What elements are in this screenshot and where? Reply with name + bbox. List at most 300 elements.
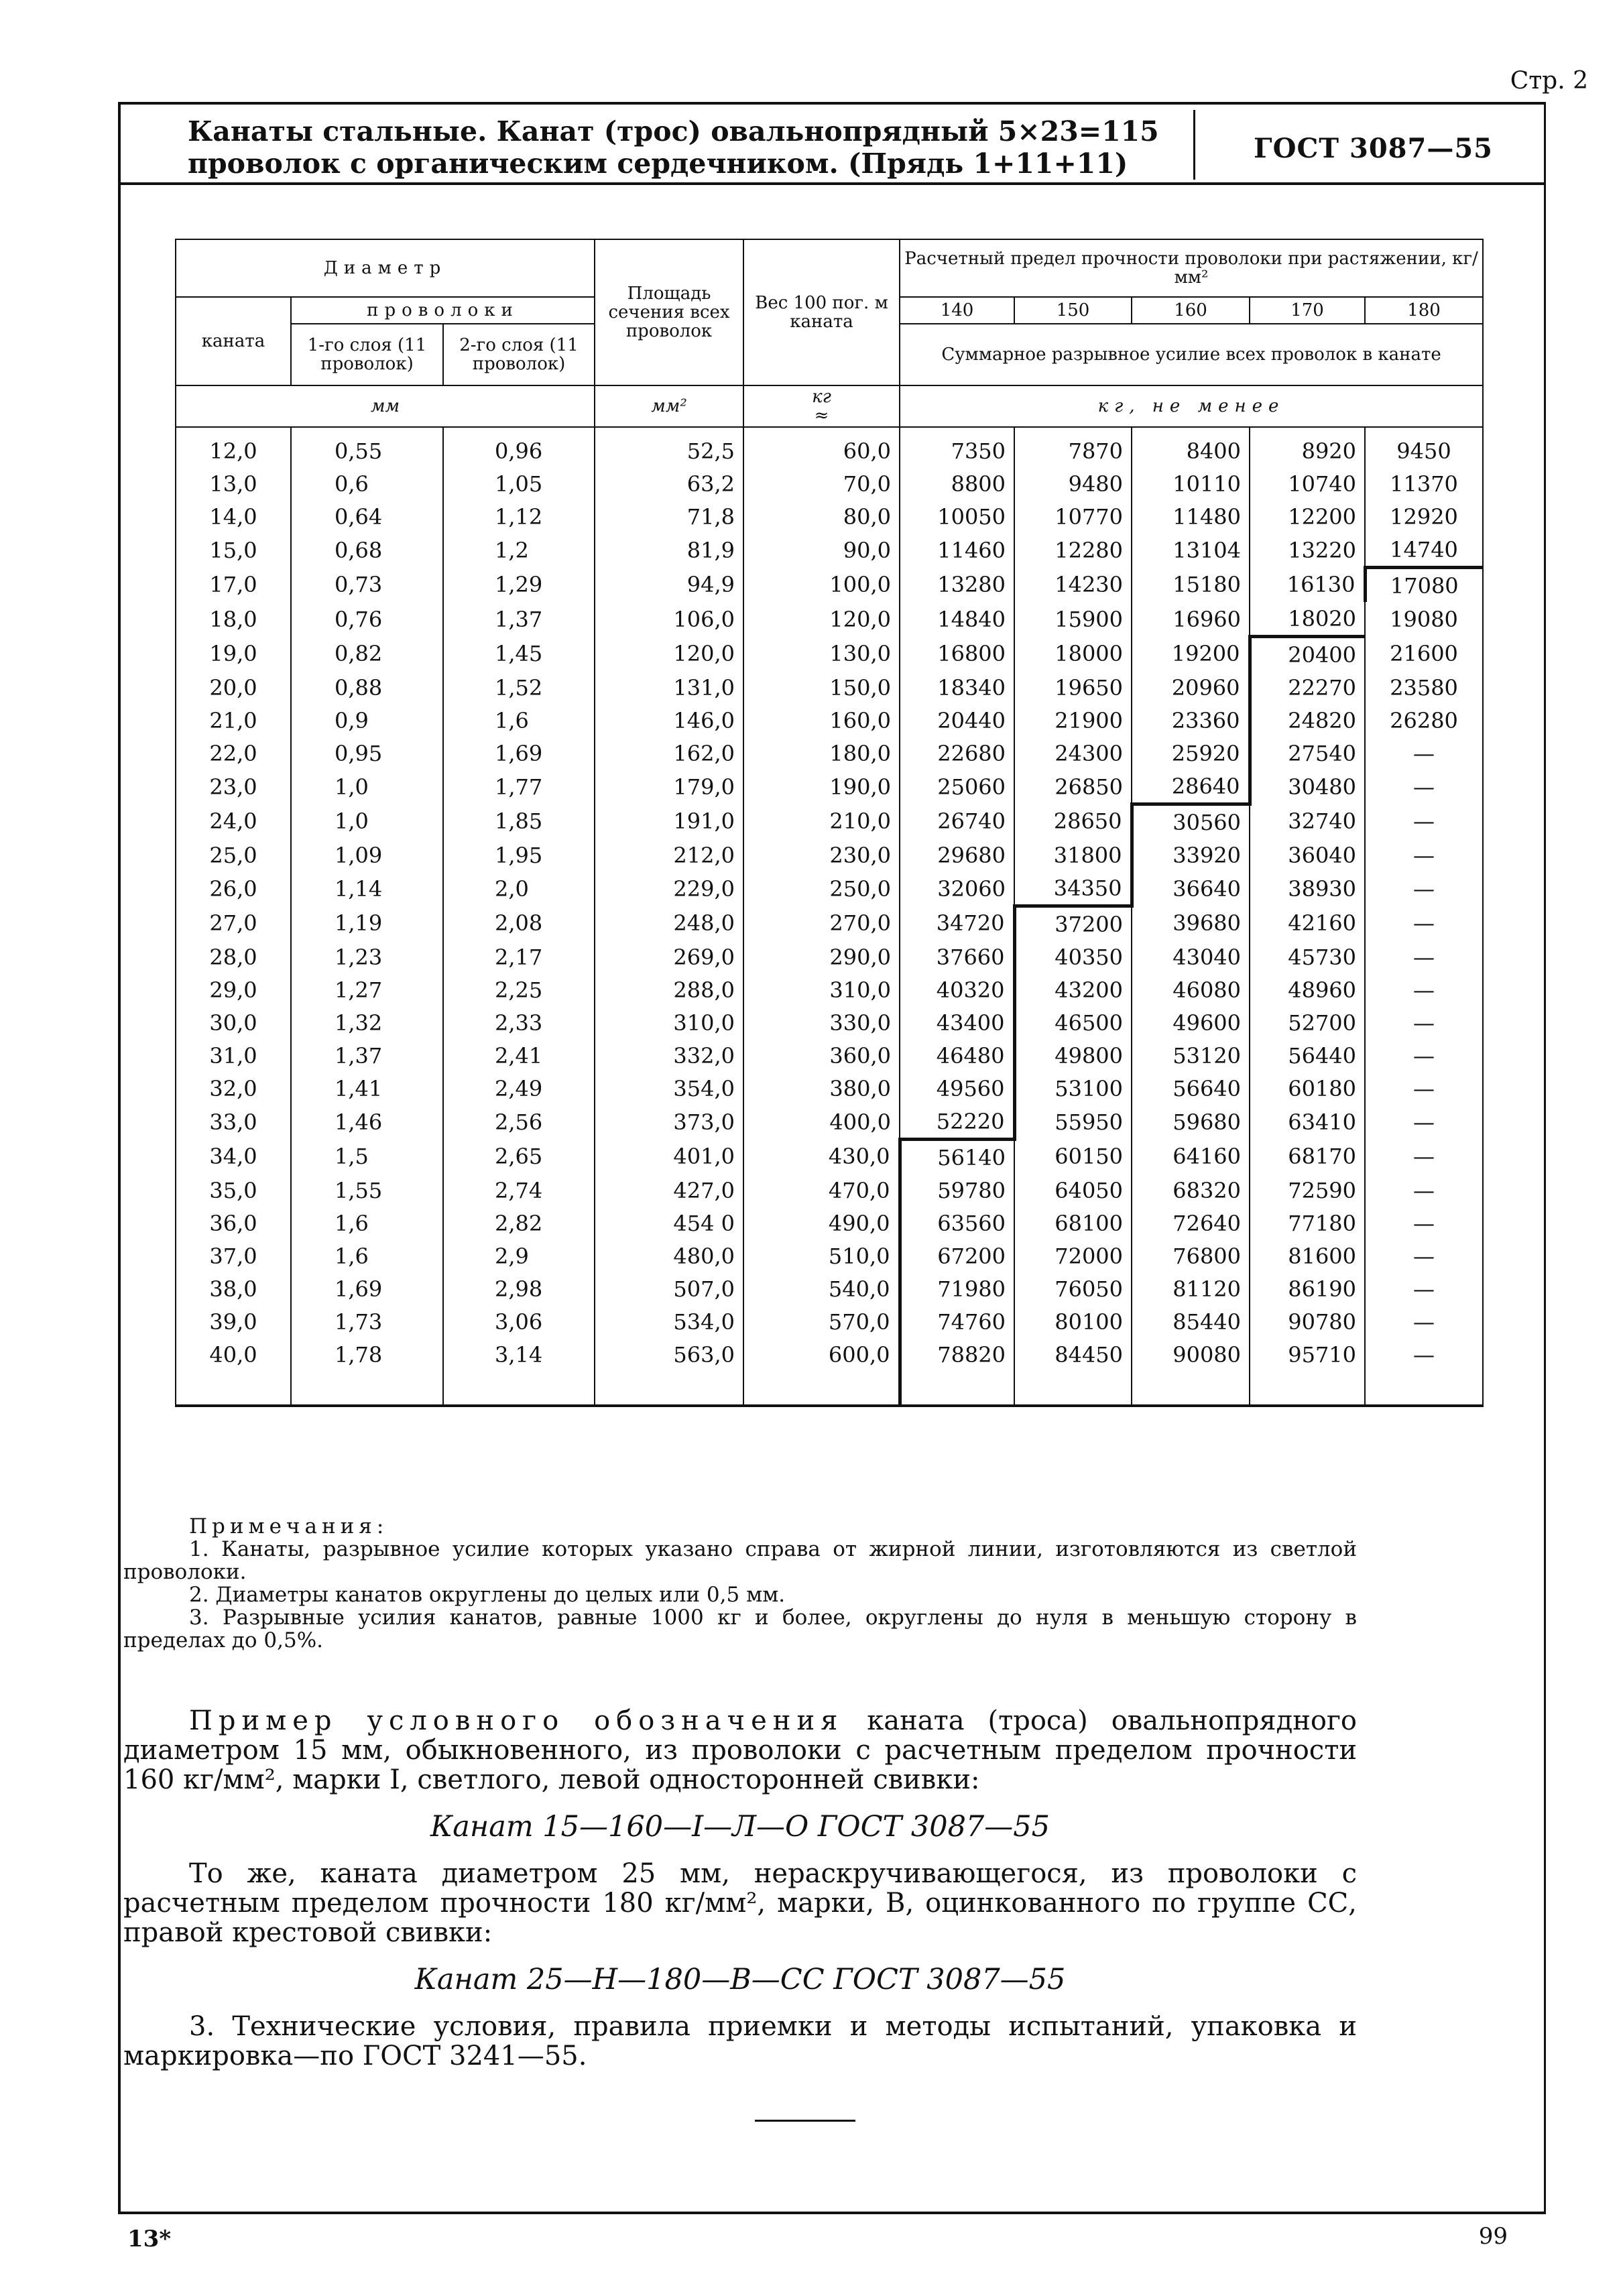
layer2-diameter-cell: 1,12 — [443, 500, 595, 533]
force-140-cell: 14840 — [900, 602, 1014, 637]
weight-cell: 120,0 — [743, 602, 900, 637]
force-160-cell: 49600 — [1132, 1006, 1250, 1039]
force-160-cell: 90080 — [1132, 1338, 1250, 1406]
force-140-cell: 26740 — [900, 804, 1014, 839]
force-140-cell: 34720 — [900, 906, 1014, 941]
force-140-cell: 78820 — [900, 1338, 1014, 1406]
rope-diameter-cell: 36,0 — [176, 1207, 291, 1240]
force-150-cell: 84450 — [1014, 1338, 1132, 1406]
example-lead: Пример условного обозначения — [189, 1705, 844, 1736]
weight-cell: 210,0 — [743, 804, 900, 839]
weight-cell: 190,0 — [743, 770, 900, 804]
force-140-cell: 63560 — [900, 1207, 1014, 1240]
force-150-cell: 24300 — [1014, 737, 1132, 770]
force-160-cell: 20960 — [1132, 671, 1250, 704]
grade-180: 180 — [1365, 297, 1483, 324]
weight-cell: 230,0 — [743, 839, 900, 871]
force-140-cell: 32060 — [900, 871, 1014, 906]
force-180-cell: 11370 — [1365, 467, 1483, 500]
layer1-diameter-cell: 0,9 — [291, 704, 443, 737]
layer2-diameter-cell: 1,95 — [443, 839, 595, 871]
force-160-cell: 13104 — [1132, 533, 1250, 568]
force-160-cell: 36640 — [1132, 871, 1250, 906]
layer1-diameter-cell: 1,14 — [291, 871, 443, 906]
area-cell: 454 0 — [595, 1207, 743, 1240]
force-180-cell: — — [1365, 1207, 1483, 1240]
area-cell: 71,8 — [595, 500, 743, 533]
force-150-cell: 40350 — [1014, 941, 1132, 973]
force-170-cell: 56440 — [1250, 1039, 1365, 1072]
force-180-cell: — — [1365, 737, 1483, 770]
force-170-cell: 77180 — [1250, 1207, 1365, 1240]
force-140-cell: 40320 — [900, 973, 1014, 1006]
area-cell: 81,9 — [595, 533, 743, 568]
table-row — [176, 637, 1483, 672]
rope-diameter-header: каната — [176, 297, 291, 385]
force-150-cell: 46500 — [1014, 1006, 1132, 1039]
layer2-diameter-cell: 1,29 — [443, 568, 595, 603]
header-divider — [1193, 110, 1195, 180]
force-180-cell: — — [1365, 1240, 1483, 1272]
weight-cell: 160,0 — [743, 704, 900, 737]
force-160-cell: 28640 — [1132, 770, 1250, 804]
weight-cell: 180,0 — [743, 737, 900, 770]
weight-cell: 470,0 — [743, 1174, 900, 1207]
force-160-cell: 59680 — [1132, 1105, 1250, 1140]
weight-cell: 100,0 — [743, 568, 900, 603]
layer2-diameter-cell: 3,14 — [443, 1338, 595, 1406]
rope-diameter-cell: 26,0 — [176, 871, 291, 906]
force-140-cell: 71980 — [900, 1272, 1014, 1305]
rope-diameter-cell: 14,0 — [176, 500, 291, 533]
force-150-cell: 18000 — [1014, 637, 1132, 672]
note-3: 3. Разрывные усилия канатов, равные 1000 кг и более, округлены до нуля в меньшую сторону в пределах до 0,5%. — [123, 1606, 1357, 1652]
weight-cell: 380,0 — [743, 1072, 900, 1105]
force-150-cell: 9480 — [1014, 467, 1132, 500]
weight-cell: 70,0 — [743, 467, 900, 500]
notes-title: Примечания: — [189, 1514, 389, 1538]
force-140-cell: 7350 — [900, 427, 1014, 467]
force-170-cell: 22270 — [1250, 671, 1365, 704]
weight-cell: 150,0 — [743, 671, 900, 704]
layer2-diameter-cell: 2,74 — [443, 1174, 595, 1207]
force-150-cell: 64050 — [1014, 1174, 1132, 1207]
rope-diameter-cell: 33,0 — [176, 1105, 291, 1140]
force-150-cell: 34350 — [1014, 871, 1132, 906]
page-number: Стр. 2 — [1510, 67, 1588, 95]
rope-diameter-cell: 38,0 — [176, 1272, 291, 1305]
force-170-cell: 72590 — [1250, 1174, 1365, 1207]
force-160-cell: 30560 — [1132, 804, 1250, 839]
area-cell: 310,0 — [595, 1006, 743, 1039]
layer2-diameter-cell: 2,82 — [443, 1207, 595, 1240]
footer-right: 99 — [1478, 2223, 1508, 2250]
force-170-cell: 24820 — [1250, 704, 1365, 737]
table-row — [176, 871, 1483, 906]
force-160-cell: 81120 — [1132, 1272, 1250, 1305]
rope-diameter-cell: 32,0 — [176, 1072, 291, 1105]
force-170-cell: 90780 — [1250, 1305, 1365, 1338]
layer1-diameter-cell: 1,69 — [291, 1272, 443, 1305]
force-140-cell: 8800 — [900, 467, 1014, 500]
force-170-cell: 12200 — [1250, 500, 1365, 533]
force-180-cell: — — [1365, 1140, 1483, 1174]
force-170-cell: 10740 — [1250, 467, 1365, 500]
force-150-cell: 53100 — [1014, 1072, 1132, 1105]
area-cell: 354,0 — [595, 1072, 743, 1105]
force-160-cell: 11480 — [1132, 500, 1250, 533]
area-cell: 480,0 — [595, 1240, 743, 1272]
table-row — [176, 671, 1483, 704]
force-140-cell: 46480 — [900, 1039, 1014, 1072]
diameter-header: Диаметр — [176, 239, 595, 297]
table-row — [176, 1207, 1483, 1240]
force-140-cell: 10050 — [900, 500, 1014, 533]
footer-left: 13* — [127, 2226, 172, 2252]
area-cell: 191,0 — [595, 804, 743, 839]
layer2-diameter-cell: 1,77 — [443, 770, 595, 804]
layer1-diameter-cell: 0,73 — [291, 568, 443, 603]
layer1-diameter-cell: 0,88 — [291, 671, 443, 704]
rope-diameter-cell: 17,0 — [176, 568, 291, 603]
area-cell: 162,0 — [595, 737, 743, 770]
table-row — [176, 568, 1483, 603]
notes — [123, 1515, 1357, 1652]
force-170-cell: 18020 — [1250, 602, 1365, 637]
table-row — [176, 804, 1483, 839]
area-cell: 332,0 — [595, 1039, 743, 1072]
area-header: Площадь сечения всех проволок — [595, 239, 743, 385]
layer1-diameter-cell: 1,09 — [291, 839, 443, 871]
force-170-cell: 63410 — [1250, 1105, 1365, 1140]
rope-diameter-cell: 34,0 — [176, 1140, 291, 1174]
area-cell: 507,0 — [595, 1272, 743, 1305]
unit-mm: мм — [176, 385, 595, 427]
layer2-diameter-cell: 2,0 — [443, 871, 595, 906]
rope-diameter-cell: 18,0 — [176, 602, 291, 637]
rope-diameter-cell: 21,0 — [176, 704, 291, 737]
header-standard: ГОСТ 3087—55 — [1254, 133, 1493, 164]
layer1-diameter-cell: 1,37 — [291, 1039, 443, 1072]
force-150-cell: 14230 — [1014, 568, 1132, 603]
force-180-cell: 17080 — [1365, 568, 1483, 603]
force-150-cell: 28650 — [1014, 804, 1132, 839]
weight-cell: 60,0 — [743, 427, 900, 467]
force-160-cell: 56640 — [1132, 1072, 1250, 1105]
force-180-cell: — — [1365, 1039, 1483, 1072]
table-row — [176, 467, 1483, 500]
force-140-cell: 56140 — [900, 1140, 1014, 1174]
weight-cell: 510,0 — [743, 1240, 900, 1272]
force-180-cell: 9450 — [1365, 427, 1483, 467]
layer2-diameter-cell: 2,49 — [443, 1072, 595, 1105]
force-160-cell: 85440 — [1132, 1305, 1250, 1338]
force-140-cell: 49560 — [900, 1072, 1014, 1105]
layer1-header: 1-го слоя (11 проволок) — [291, 324, 443, 385]
force-160-cell: 64160 — [1132, 1140, 1250, 1174]
area-cell: 212,0 — [595, 839, 743, 871]
layer2-diameter-cell: 2,65 — [443, 1140, 595, 1174]
force-160-cell: 53120 — [1132, 1039, 1250, 1072]
layer1-diameter-cell: 1,78 — [291, 1338, 443, 1406]
layer1-diameter-cell: 1,0 — [291, 770, 443, 804]
force-160-cell: 23360 — [1132, 704, 1250, 737]
layer2-diameter-cell: 1,6 — [443, 704, 595, 737]
force-150-cell: 72000 — [1014, 1240, 1132, 1272]
force-140-cell: 52220 — [900, 1105, 1014, 1140]
area-cell: 427,0 — [595, 1174, 743, 1207]
layer1-diameter-cell: 1,73 — [291, 1305, 443, 1338]
force-170-cell: 52700 — [1250, 1006, 1365, 1039]
force-140-cell: 67200 — [900, 1240, 1014, 1272]
layer2-diameter-cell: 1,45 — [443, 637, 595, 672]
paragraph-2: То же, каната диаметром 25 мм, нераскручивающегося, из проволоки с расчетным пределом прочности 180 кг/мм², марки, В, оцинкованного по группе СС, правой крестовой свивки: — [123, 1858, 1357, 1948]
layer2-diameter-cell: 1,69 — [443, 737, 595, 770]
force-170-cell: 86190 — [1250, 1272, 1365, 1305]
table-row — [176, 602, 1483, 637]
layer1-diameter-cell: 0,68 — [291, 533, 443, 568]
table-row — [176, 906, 1483, 941]
force-150-cell: 7870 — [1014, 427, 1132, 467]
layer2-diameter-cell: 3,06 — [443, 1305, 595, 1338]
table-row — [176, 973, 1483, 1006]
force-150-cell: 80100 — [1014, 1305, 1132, 1338]
weight-cell: 330,0 — [743, 1006, 900, 1039]
layer1-diameter-cell: 1,0 — [291, 804, 443, 839]
weight-cell: 270,0 — [743, 906, 900, 941]
force-header: Суммарное разрывное усилие всех проволок в канате — [900, 324, 1483, 385]
layer1-diameter-cell: 0,76 — [291, 602, 443, 637]
table-row — [176, 1006, 1483, 1039]
rope-diameter-cell: 39,0 — [176, 1305, 291, 1338]
weight-header: Вес 100 пог. м каната — [743, 239, 900, 385]
force-170-cell: 81600 — [1250, 1240, 1365, 1272]
force-170-cell: 16130 — [1250, 568, 1365, 603]
area-cell: 63,2 — [595, 467, 743, 500]
grade-150: 150 — [1014, 297, 1132, 324]
area-cell: 179,0 — [595, 770, 743, 804]
rope-diameter-cell: 19,0 — [176, 637, 291, 672]
force-180-cell: 26280 — [1365, 704, 1483, 737]
table-row — [176, 1072, 1483, 1105]
force-140-cell: 29680 — [900, 839, 1014, 871]
force-180-cell: — — [1365, 1105, 1483, 1140]
layer2-diameter-cell: 1,2 — [443, 533, 595, 568]
force-180-cell: — — [1365, 941, 1483, 973]
rope-diameter-cell: 25,0 — [176, 839, 291, 871]
table-row — [176, 1305, 1483, 1338]
layer2-diameter-cell: 2,08 — [443, 906, 595, 941]
weight-cell: 570,0 — [743, 1305, 900, 1338]
example-text: каната (троса) овальнопрядного диаметром 15 мм, обыкновенного, из проволоки с расчетным пределом прочности 160 кг/мм², марки I, светлого, левой односторонней свивки: — [123, 1705, 1357, 1795]
layer2-header: 2-го слоя (11 проволок) — [443, 324, 595, 385]
table-row — [176, 1240, 1483, 1272]
force-150-cell: 60150 — [1014, 1140, 1132, 1174]
layer2-diameter-cell: 2,56 — [443, 1105, 595, 1140]
rope-diameter-cell: 20,0 — [176, 671, 291, 704]
force-170-cell: 13220 — [1250, 533, 1365, 568]
force-180-cell: — — [1365, 1338, 1483, 1406]
rope-diameter-cell: 13,0 — [176, 467, 291, 500]
area-cell: 248,0 — [595, 906, 743, 941]
layer1-diameter-cell: 0,55 — [291, 427, 443, 467]
force-170-cell: 68170 — [1250, 1140, 1365, 1174]
table-row — [176, 941, 1483, 973]
area-cell: 534,0 — [595, 1305, 743, 1338]
force-160-cell: 16960 — [1132, 602, 1250, 637]
layer2-diameter-cell: 2,98 — [443, 1272, 595, 1305]
note-1: 1. Канаты, разрывное усилие которых указано справа от жирной линии, изготовляются из светлой проволоки. — [123, 1537, 1357, 1584]
weight-cell: 360,0 — [743, 1039, 900, 1072]
table-row — [176, 1338, 1483, 1406]
table-row — [176, 770, 1483, 804]
table-body — [176, 427, 1483, 1406]
weight-cell: 250,0 — [743, 871, 900, 906]
layer2-diameter-cell: 1,52 — [443, 671, 595, 704]
layer1-diameter-cell: 0,6 — [291, 467, 443, 500]
rope-diameter-cell: 40,0 — [176, 1338, 291, 1406]
force-140-cell: 20440 — [900, 704, 1014, 737]
force-140-cell: 22680 — [900, 737, 1014, 770]
force-180-cell: 23580 — [1365, 671, 1483, 704]
table-row — [176, 704, 1483, 737]
layer2-diameter-cell: 2,33 — [443, 1006, 595, 1039]
table-row — [176, 1174, 1483, 1207]
layer2-diameter-cell: 2,9 — [443, 1240, 595, 1272]
layer1-diameter-cell: 1,19 — [291, 906, 443, 941]
force-180-cell: — — [1365, 1006, 1483, 1039]
area-cell: 120,0 — [595, 637, 743, 672]
table-row — [176, 1140, 1483, 1174]
wires-header: проволоки — [291, 297, 595, 324]
force-150-cell: 26850 — [1014, 770, 1132, 804]
weight-cell: 90,0 — [743, 533, 900, 568]
weight-cell: 310,0 — [743, 973, 900, 1006]
force-160-cell: 25920 — [1132, 737, 1250, 770]
force-180-cell: 19080 — [1365, 602, 1483, 637]
force-150-cell: 49800 — [1014, 1039, 1132, 1072]
layer2-diameter-cell: 1,05 — [443, 467, 595, 500]
force-180-cell: 12920 — [1365, 500, 1483, 533]
force-170-cell: 42160 — [1250, 906, 1365, 941]
force-140-cell: 74760 — [900, 1305, 1014, 1338]
weight-cell: 540,0 — [743, 1272, 900, 1305]
area-cell: 146,0 — [595, 704, 743, 737]
header — [121, 105, 1544, 185]
layer1-diameter-cell: 1,6 — [291, 1240, 443, 1272]
weight-cell: 80,0 — [743, 500, 900, 533]
strength-header: Расчетный предел прочности проволоки при растяжении, кг/мм² — [900, 239, 1483, 297]
force-150-cell: 76050 — [1014, 1272, 1132, 1305]
force-180-cell: — — [1365, 973, 1483, 1006]
force-160-cell: 10110 — [1132, 467, 1250, 500]
weight-cell: 400,0 — [743, 1105, 900, 1140]
area-cell: 269,0 — [595, 941, 743, 973]
area-cell: 563,0 — [595, 1338, 743, 1406]
force-180-cell: — — [1365, 770, 1483, 804]
force-140-cell: 13280 — [900, 568, 1014, 603]
body-text — [123, 1706, 1357, 2071]
force-180-cell: — — [1365, 906, 1483, 941]
area-cell: 229,0 — [595, 871, 743, 906]
table-row — [176, 839, 1483, 871]
area-cell: 106,0 — [595, 602, 743, 637]
table-row — [176, 737, 1483, 770]
layer2-diameter-cell: 2,17 — [443, 941, 595, 973]
layer2-diameter-cell: 1,37 — [443, 602, 595, 637]
area-cell: 401,0 — [595, 1140, 743, 1174]
unit-kg-label: кг — [812, 387, 831, 407]
unit-mm2: мм² — [595, 385, 743, 427]
table-row — [176, 533, 1483, 568]
force-170-cell: 30480 — [1250, 770, 1365, 804]
force-150-cell: 55950 — [1014, 1105, 1132, 1140]
force-160-cell: 8400 — [1132, 427, 1250, 467]
force-150-cell: 10770 — [1014, 500, 1132, 533]
force-170-cell: 20400 — [1250, 637, 1365, 672]
layer1-diameter-cell: 1,5 — [291, 1140, 443, 1174]
paragraph-3: 3. Технические условия, правила приемки и методы испытаний, упаковка и маркировка—по ГОСТ 3241—55. — [123, 2011, 1357, 2071]
layer1-diameter-cell: 1,6 — [291, 1207, 443, 1240]
force-180-cell: 21600 — [1365, 637, 1483, 672]
rope-diameter-cell: 23,0 — [176, 770, 291, 804]
force-180-cell: — — [1365, 871, 1483, 906]
rope-diameter-cell: 28,0 — [176, 941, 291, 973]
rope-diameter-cell: 12,0 — [176, 427, 291, 467]
force-150-cell: 19650 — [1014, 671, 1132, 704]
designation-example-2: Канат 25—Н—180—В—СС ГОСТ 3087—55 — [414, 1963, 1066, 1996]
force-150-cell: 21900 — [1014, 704, 1132, 737]
table-row — [176, 1105, 1483, 1140]
layer1-diameter-cell: 0,64 — [291, 500, 443, 533]
area-cell: 288,0 — [595, 973, 743, 1006]
force-180-cell: — — [1365, 1174, 1483, 1207]
weight-cell: 490,0 — [743, 1207, 900, 1240]
force-170-cell: 95710 — [1250, 1338, 1365, 1406]
force-170-cell: 36040 — [1250, 839, 1365, 871]
force-160-cell: 76800 — [1132, 1240, 1250, 1272]
force-150-cell: 15900 — [1014, 602, 1132, 637]
force-160-cell: 46080 — [1132, 973, 1250, 1006]
layer1-diameter-cell: 1,32 — [291, 1006, 443, 1039]
force-150-cell: 12280 — [1014, 533, 1132, 568]
area-cell: 373,0 — [595, 1105, 743, 1140]
area-cell: 94,9 — [595, 568, 743, 603]
table-row — [176, 427, 1483, 467]
layer1-diameter-cell: 1,46 — [291, 1105, 443, 1140]
force-170-cell: 32740 — [1250, 804, 1365, 839]
layer1-diameter-cell: 1,55 — [291, 1174, 443, 1207]
layer1-diameter-cell: 0,95 — [291, 737, 443, 770]
force-160-cell: 19200 — [1132, 637, 1250, 672]
force-170-cell: 38930 — [1250, 871, 1365, 906]
header-title: Канаты стальные. Канат (трос) овальнопрядный 5×23=115 проволок с органическим сердечником. (Прядь 1+11+11) — [188, 115, 1159, 180]
table-row — [176, 1039, 1483, 1072]
force-170-cell: 48960 — [1250, 973, 1365, 1006]
rope-diameter-cell: 15,0 — [176, 533, 291, 568]
rope-diameter-cell: 35,0 — [176, 1174, 291, 1207]
rope-diameter-cell: 29,0 — [176, 973, 291, 1006]
force-170-cell: 45730 — [1250, 941, 1365, 973]
force-140-cell: 59780 — [900, 1174, 1014, 1207]
force-160-cell: 39680 — [1132, 906, 1250, 941]
example-paragraph — [123, 1706, 1357, 1795]
force-140-cell: 18340 — [900, 671, 1014, 704]
unit-approx: ≈ — [814, 406, 829, 426]
rope-diameter-cell: 31,0 — [176, 1039, 291, 1072]
end-rule — [755, 2120, 855, 2122]
note-2: 2. Диаметры канатов округлены до целых или 0,5 мм. — [189, 1583, 786, 1607]
